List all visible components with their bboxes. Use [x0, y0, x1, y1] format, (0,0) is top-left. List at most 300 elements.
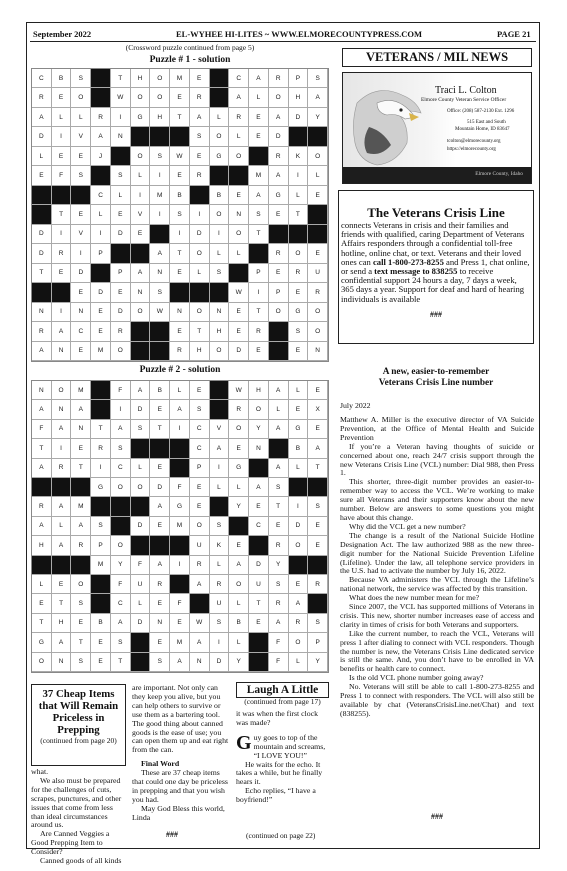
- laugh-p2: He waits for the echo. It takes a while, but he finally hears it.: [236, 759, 323, 787]
- grid-cell: O: [71, 88, 91, 107]
- grid-cell: O: [289, 536, 309, 555]
- grid-cell: N: [150, 264, 170, 283]
- black-square: [210, 381, 230, 400]
- grid-cell: A: [289, 594, 309, 613]
- grid-cell: G: [170, 497, 190, 516]
- crisis-text-3: to receive confidential support 24 hours a day, 7 days a week, 365 days a year. Support for deaf and hard of hearing individuals is available: [341, 266, 525, 304]
- black-square: [131, 653, 151, 672]
- grid-cell: E: [170, 322, 190, 341]
- grid-cell: H: [210, 322, 230, 341]
- black-square: [150, 225, 170, 244]
- grid-cell: I: [190, 205, 210, 224]
- card-name: Traci L. Colton: [435, 85, 497, 96]
- grid-cell: L: [131, 594, 151, 613]
- grid-cell: I: [249, 283, 269, 302]
- grid-cell: B: [91, 614, 111, 633]
- crisis-text-number: text message to 838255: [374, 266, 458, 277]
- crossword-continued: (Crossword puzzle continued from page 5): [125, 43, 255, 52]
- grid-cell: U: [210, 594, 230, 613]
- grid-cell: F: [32, 420, 52, 439]
- grid-cell: H: [131, 69, 151, 88]
- grid-cell: G: [131, 108, 151, 127]
- grid-cell: P: [111, 264, 131, 283]
- grid-cell: O: [308, 147, 328, 166]
- crisis-title: The Veterans Crisis Line: [367, 205, 505, 220]
- grid-cell: E: [308, 536, 328, 555]
- grid-cell: L: [32, 575, 52, 594]
- grid-cell: X: [308, 400, 328, 419]
- grid-cell: E: [150, 517, 170, 536]
- grid-cell: M: [91, 342, 111, 361]
- grid-cell: F: [52, 166, 72, 185]
- grid-cell: S: [289, 322, 309, 341]
- black-square: [190, 186, 210, 205]
- black-square: [269, 322, 289, 341]
- grid-cell: S: [269, 575, 289, 594]
- black-square: [52, 283, 72, 302]
- grid-cell: N: [249, 439, 269, 458]
- black-square: [91, 166, 111, 185]
- grid-cell: P: [91, 244, 111, 263]
- grid-cell: T: [249, 225, 269, 244]
- grid-cell: P: [190, 459, 210, 478]
- crisis-phone: call 1-800-273-8255: [372, 256, 444, 267]
- black-square: [210, 69, 230, 88]
- grid-cell: I: [91, 459, 111, 478]
- grid-cell: L: [229, 478, 249, 497]
- grid-cell: E: [111, 205, 131, 224]
- laugh-p3: Echo replies, “I have a boyfriend!”: [236, 786, 316, 805]
- grid-cell: O: [190, 244, 210, 263]
- grid-cell: D: [210, 653, 230, 672]
- cheap-items-continued: (continued from page 20): [40, 736, 117, 745]
- black-square: [289, 556, 309, 575]
- grid-cell: A: [229, 88, 249, 107]
- grid-cell: T: [269, 497, 289, 516]
- grid-cell: T: [289, 205, 309, 224]
- laugh-p1: uy goes to top of the mountain and screams, “I LOVE YOU!”: [253, 732, 326, 760]
- grid-cell: O: [210, 205, 230, 224]
- grid-cell: N: [32, 303, 52, 322]
- issue-date: September 2022: [33, 29, 92, 39]
- grid-cell: C: [229, 69, 249, 88]
- grid-cell: D: [32, 225, 52, 244]
- grid-cell: I: [170, 556, 190, 575]
- grid-cell: J: [91, 147, 111, 166]
- grid-cell: P: [289, 69, 309, 88]
- laugh-p1-wrap: [236, 731, 330, 761]
- grid-cell: T: [170, 108, 190, 127]
- grid-cell: E: [91, 633, 111, 652]
- grid-cell: N: [111, 127, 131, 146]
- grid-cell: I: [210, 459, 230, 478]
- grid-cell: P: [308, 633, 328, 652]
- grid-cell: Y: [308, 653, 328, 672]
- grid-cell: P: [249, 264, 269, 283]
- grid-cell: D: [150, 478, 170, 497]
- grid-cell: E: [32, 166, 52, 185]
- crisis-text-1: connects Veterans in crisis and their families and friends with qualified, caring Department of Veterans Affairs responders through a confidential toll-free hotline, online chat, or text. Veterans and their loved ones can: [341, 220, 525, 267]
- grid-cell: O: [229, 420, 249, 439]
- black-square: [150, 536, 170, 555]
- grid-cell: D: [111, 225, 131, 244]
- black-square: [111, 147, 131, 166]
- grid-cell: E: [269, 205, 289, 224]
- grid-cell: E: [170, 614, 190, 633]
- grid-cell: E: [269, 517, 289, 536]
- grid-cell: L: [32, 147, 52, 166]
- grid-cell: E: [308, 381, 328, 400]
- paragraph: are important. Not only can they keep you alive, but you can help others to survive or use them as a bartering tool. The good thing about canned goods is the ease of use; you can open them up and eat right from the can.: [132, 683, 229, 755]
- grid-cell: O: [190, 303, 210, 322]
- grid-cell: G: [32, 633, 52, 652]
- grid-cell: S: [111, 633, 131, 652]
- grid-cell: R: [289, 614, 309, 633]
- paragraph: What does the new number mean for me?: [349, 593, 480, 603]
- grid-cell: O: [249, 400, 269, 419]
- card-email[interactable]: tcolton@elmorecounty.org: [447, 139, 501, 144]
- grid-cell: U: [249, 575, 269, 594]
- grid-cell: I: [289, 497, 309, 516]
- grid-cell: G: [289, 303, 309, 322]
- grid-cell: E: [71, 205, 91, 224]
- grid-cell: E: [229, 186, 249, 205]
- paragraph: Is the old VCL phone number going away?: [349, 673, 484, 683]
- grid-cell: N: [150, 614, 170, 633]
- black-square: [111, 517, 131, 536]
- grid-cell: L: [52, 517, 72, 536]
- grid-cell: O: [229, 575, 249, 594]
- laugh-dropcap: G: [236, 731, 252, 754]
- grid-cell: N: [170, 303, 190, 322]
- grid-cell: E: [190, 381, 210, 400]
- grid-cell: A: [249, 478, 269, 497]
- grid-cell: Y: [229, 497, 249, 516]
- grid-cell: S: [71, 69, 91, 88]
- black-square: [91, 69, 111, 88]
- grid-cell: O: [150, 88, 170, 107]
- grid-cell: L: [289, 459, 309, 478]
- laugh-continued: (continued from page 17): [244, 697, 321, 706]
- grid-cell: A: [71, 517, 91, 536]
- grid-cell: E: [249, 342, 269, 361]
- article-end-mark: ###: [431, 812, 443, 821]
- grid-cell: I: [131, 186, 151, 205]
- grid-cell: S: [150, 653, 170, 672]
- grid-cell: I: [210, 225, 230, 244]
- card-address2: Mountain Home, ID 83647: [455, 127, 510, 132]
- grid-cell: E: [308, 186, 328, 205]
- grid-cell: C: [111, 594, 131, 613]
- black-square: [170, 536, 190, 555]
- paragraph: These are 37 cheap items that could one day be priceless in prepping and that you wish you had.: [132, 768, 228, 804]
- grid-cell: H: [289, 88, 309, 107]
- veteran-officer-card: [342, 72, 532, 184]
- black-square: [91, 264, 111, 283]
- grid-cell: E: [131, 225, 151, 244]
- grid-cell: N: [210, 303, 230, 322]
- grid-cell: Y: [111, 556, 131, 575]
- grid-cell: R: [150, 575, 170, 594]
- grid-cell: C: [91, 186, 111, 205]
- page-number: PAGE 21: [497, 29, 531, 39]
- grid-cell: R: [269, 69, 289, 88]
- black-square: [269, 342, 289, 361]
- grid-cell: R: [190, 166, 210, 185]
- black-square: [229, 166, 249, 185]
- crisis-text-2: and Press 1, chat online, or send a: [341, 256, 530, 277]
- article-title-line2: Veterans Crisis Line number: [378, 378, 494, 388]
- grid-cell: Y: [229, 653, 249, 672]
- grid-cell: A: [308, 439, 328, 458]
- grid-cell: S: [190, 400, 210, 419]
- grid-cell: E: [190, 147, 210, 166]
- grid-cell: O: [131, 478, 151, 497]
- black-square: [111, 497, 131, 516]
- black-square: [210, 88, 230, 107]
- cheap-items-title: 37 Cheap Items that Will Remain Priceless in Prepping: [38, 688, 119, 736]
- grid-cell: B: [229, 614, 249, 633]
- grid-cell: E: [170, 166, 190, 185]
- black-square: [150, 127, 170, 146]
- grid-cell: O: [308, 303, 328, 322]
- grid-cell: E: [190, 478, 210, 497]
- puzzle2-title: Puzzle # 2 - solution: [139, 365, 221, 375]
- black-square: [91, 381, 111, 400]
- grid-cell: R: [32, 497, 52, 516]
- grid-cell: B: [170, 186, 190, 205]
- grid-cell: H: [52, 614, 72, 633]
- grid-cell: E: [308, 517, 328, 536]
- grid-cell: A: [150, 244, 170, 263]
- grid-cell: E: [91, 653, 111, 672]
- grid-cell: D: [229, 342, 249, 361]
- cheap-items-end-mark: ###: [166, 830, 178, 839]
- grid-cell: I: [52, 225, 72, 244]
- grid-cell: O: [111, 478, 131, 497]
- laugh-title: Laugh A Little: [246, 684, 319, 696]
- article-title-line1: A new, easier-to-remember: [382, 367, 490, 377]
- grid-cell: T: [71, 459, 91, 478]
- black-square: [131, 244, 151, 263]
- grid-cell: A: [150, 556, 170, 575]
- grid-cell: R: [229, 400, 249, 419]
- grid-cell: D: [32, 127, 52, 146]
- grid-cell: D: [111, 303, 131, 322]
- grid-cell: R: [190, 556, 210, 575]
- article-body: [340, 416, 534, 719]
- grid-cell: D: [289, 517, 309, 536]
- grid-cell: H: [32, 536, 52, 555]
- grid-cell: E: [150, 594, 170, 613]
- grid-cell: O: [131, 147, 151, 166]
- grid-cell: N: [52, 342, 72, 361]
- laugh-body: [236, 710, 330, 805]
- grid-cell: A: [52, 497, 72, 516]
- grid-cell: O: [210, 342, 230, 361]
- grid-cell: S: [131, 420, 151, 439]
- grid-cell: I: [71, 244, 91, 263]
- grid-cell: T: [71, 633, 91, 652]
- grid-cell: A: [269, 420, 289, 439]
- card-footer: Elmore County, Idaho: [475, 171, 523, 177]
- grid-cell: C: [71, 322, 91, 341]
- black-square: [289, 225, 309, 244]
- grid-cell: A: [269, 108, 289, 127]
- eagle-icon: [347, 83, 425, 167]
- black-square: [131, 322, 151, 341]
- grid-cell: N: [229, 205, 249, 224]
- cheap-items-box: [31, 684, 126, 766]
- black-square: [308, 594, 328, 613]
- grid-cell: A: [52, 633, 72, 652]
- paragraph: Because VA administers the VCL through the Lifeline’s national network, the service was affected by this transition.: [340, 575, 534, 594]
- grid-cell: E: [170, 88, 190, 107]
- grid-cell: W: [150, 303, 170, 322]
- grid-cell: R: [210, 575, 230, 594]
- grid-cell: O: [308, 322, 328, 341]
- black-square: [150, 439, 170, 458]
- grid-cell: S: [71, 166, 91, 185]
- grid-cell: E: [71, 439, 91, 458]
- grid-cell: L: [229, 633, 249, 652]
- grid-cell: L: [229, 244, 249, 263]
- grid-cell: L: [249, 88, 269, 107]
- grid-cell: S: [111, 166, 131, 185]
- puzzle2-grid: [31, 380, 329, 673]
- grid-cell: M: [249, 166, 269, 185]
- grid-cell: H: [249, 381, 269, 400]
- black-square: [190, 283, 210, 302]
- grid-cell: V: [210, 420, 230, 439]
- grid-cell: A: [131, 264, 151, 283]
- grid-cell: T: [91, 420, 111, 439]
- paragraph: May God Bless this world, Linda: [132, 803, 225, 822]
- grid-cell: L: [289, 186, 309, 205]
- grid-cell: V: [71, 127, 91, 146]
- grid-cell: W: [229, 381, 249, 400]
- black-square: [52, 556, 72, 575]
- black-square: [308, 127, 328, 146]
- grid-cell: A: [190, 108, 210, 127]
- grid-cell: T: [52, 594, 72, 613]
- grid-cell: A: [190, 633, 210, 652]
- black-square: [249, 147, 269, 166]
- grid-cell: E: [229, 439, 249, 458]
- black-square: [308, 556, 328, 575]
- grid-cell: R: [52, 459, 72, 478]
- grid-cell: L: [91, 205, 111, 224]
- grid-cell: L: [71, 108, 91, 127]
- grid-cell: W: [170, 147, 190, 166]
- grid-cell: A: [71, 400, 91, 419]
- grid-cell: L: [111, 186, 131, 205]
- black-square: [52, 478, 72, 497]
- grid-cell: I: [52, 127, 72, 146]
- veterans-banner: [342, 48, 532, 67]
- black-square: [32, 186, 52, 205]
- grid-cell: O: [289, 244, 309, 263]
- grid-cell: L: [210, 244, 230, 263]
- paragraph: If you’re a Veteran having thoughts of suicide or concerned about one, reach 24/7 crisis support through the new Veterans Crisis Line (VCL) number: Dial 988, then Press 1.: [340, 441, 534, 478]
- grid-cell: R: [190, 88, 210, 107]
- grid-cell: G: [210, 147, 230, 166]
- grid-cell: E: [229, 536, 249, 555]
- grid-cell: N: [190, 653, 210, 672]
- grid-cell: S: [150, 147, 170, 166]
- grid-cell: O: [269, 303, 289, 322]
- crisis-line-box: [338, 190, 534, 344]
- black-square: [150, 342, 170, 361]
- card-title: Elmore County Veteran Service Officer: [421, 97, 507, 103]
- grid-cell: D: [131, 517, 151, 536]
- grid-cell: T: [32, 439, 52, 458]
- article-date: July 2022: [340, 401, 371, 410]
- grid-cell: A: [52, 420, 72, 439]
- grid-cell: V: [131, 205, 151, 224]
- laugh-lead: it was when the first clock was made?: [236, 709, 319, 727]
- grid-cell: A: [32, 400, 52, 419]
- grid-cell: D: [91, 283, 111, 302]
- grid-cell: S: [249, 205, 269, 224]
- grid-cell: U: [308, 264, 328, 283]
- grid-cell: M: [170, 633, 190, 652]
- black-square: [170, 575, 190, 594]
- grid-cell: R: [52, 244, 72, 263]
- grid-cell: R: [229, 108, 249, 127]
- grid-cell: S: [210, 264, 230, 283]
- grid-cell: L: [190, 264, 210, 283]
- paragraph: We also must be prepared for the challenges of cuts, scrapes, punctures, and other issues that come from less than ideal circumstances around us.: [31, 775, 122, 830]
- grid-cell: K: [289, 147, 309, 166]
- grid-cell: E: [91, 303, 111, 322]
- black-square: [249, 633, 269, 652]
- grid-cell: O: [111, 342, 131, 361]
- grid-cell: K: [210, 536, 230, 555]
- grid-cell: T: [150, 420, 170, 439]
- grid-cell: B: [289, 439, 309, 458]
- black-square: [308, 225, 328, 244]
- grid-cell: O: [229, 147, 249, 166]
- grid-cell: E: [308, 420, 328, 439]
- grid-cell: B: [52, 69, 72, 88]
- grid-cell: I: [52, 439, 72, 458]
- grid-cell: S: [111, 439, 131, 458]
- grid-cell: L: [131, 459, 151, 478]
- grid-cell: B: [150, 381, 170, 400]
- grid-cell: E: [269, 264, 289, 283]
- grid-cell: A: [91, 127, 111, 146]
- grid-cell: O: [131, 88, 151, 107]
- grid-cell: E: [229, 303, 249, 322]
- card-website[interactable]: https://elmorecounty.org: [447, 147, 496, 152]
- grid-cell: L: [229, 594, 249, 613]
- grid-cell: O: [150, 69, 170, 88]
- grid-cell: L: [170, 381, 190, 400]
- grid-cell: S: [91, 517, 111, 536]
- black-square: [170, 283, 190, 302]
- grid-cell: F: [170, 478, 190, 497]
- grid-cell: B: [210, 186, 230, 205]
- grid-cell: R: [32, 322, 52, 341]
- grid-cell: R: [71, 536, 91, 555]
- grid-cell: E: [190, 497, 210, 516]
- black-square: [170, 459, 190, 478]
- grid-cell: R: [289, 264, 309, 283]
- grid-cell: E: [71, 147, 91, 166]
- grid-cell: I: [52, 303, 72, 322]
- grid-cell: R: [91, 439, 111, 458]
